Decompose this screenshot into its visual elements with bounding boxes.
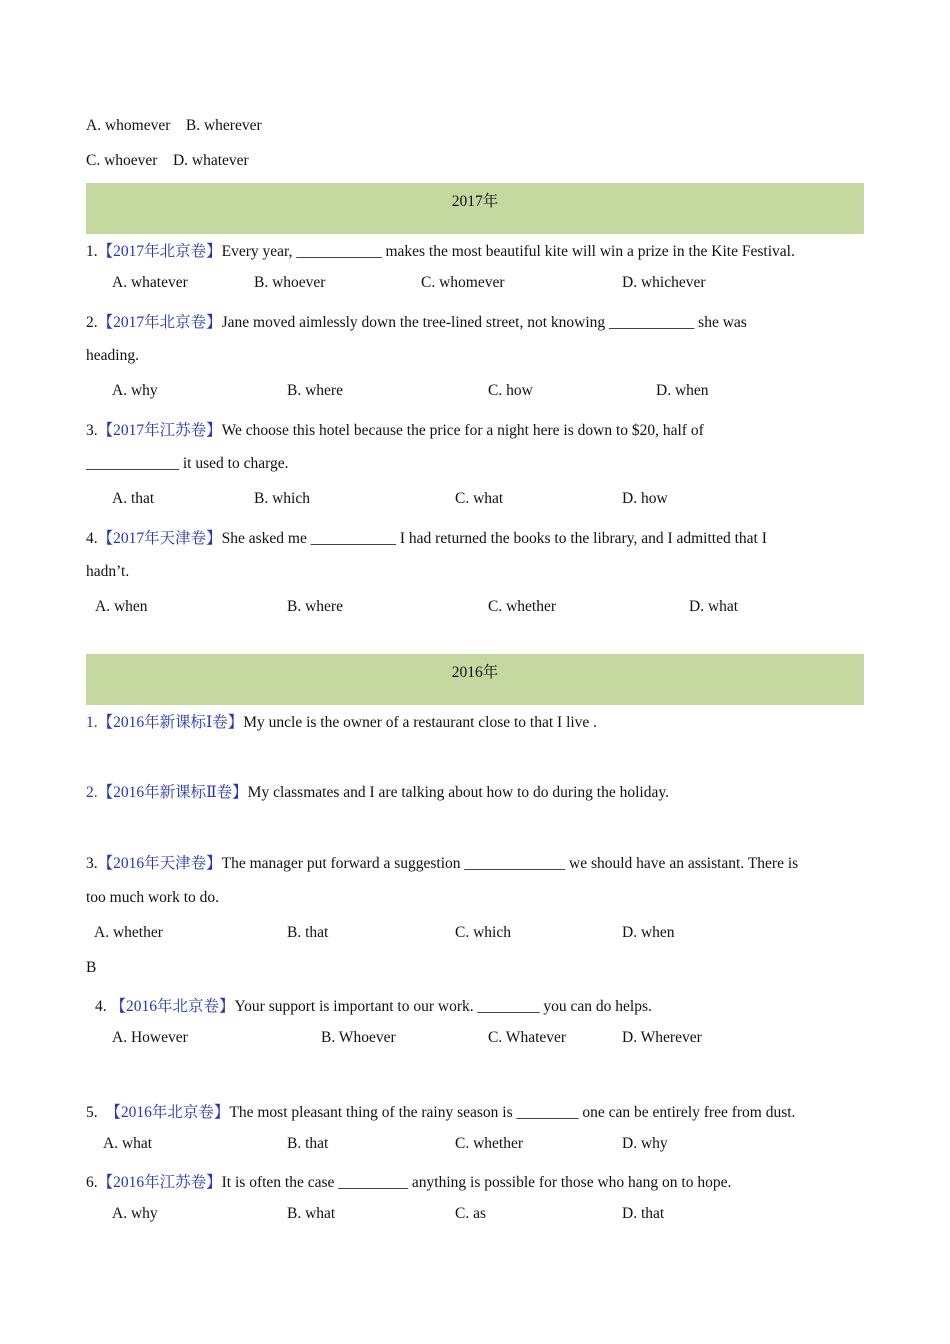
question-2017-2 xyxy=(86,310,747,332)
source-tag: 【2016年北京卷】 xyxy=(105,1104,230,1121)
option: A. that xyxy=(112,490,155,507)
source-tag: 【2017年北京卷】 xyxy=(97,243,222,260)
option: C. as xyxy=(455,1205,486,1222)
option: C. how xyxy=(488,382,533,399)
option: B. whoever xyxy=(254,274,326,291)
question-text: We choose this hotel because the price for a night here is down to $20, half of xyxy=(221,422,704,439)
question-text: Your support is important to our work. ________ you can do helps. xyxy=(234,998,652,1015)
option: A. However xyxy=(112,1029,188,1046)
option: B. which xyxy=(254,490,310,507)
option: D. when xyxy=(656,382,709,399)
question-number: 4. xyxy=(86,530,98,547)
option: D. that xyxy=(622,1205,665,1222)
question-number: 2. xyxy=(86,784,98,801)
option: C. whomever xyxy=(421,274,505,291)
question-number: 5. xyxy=(86,1104,98,1121)
question-number: 4. xyxy=(95,998,107,1015)
source-tag: 【2017年北京卷】 xyxy=(97,314,222,331)
question-2016-5 xyxy=(86,1100,795,1122)
option: D. why xyxy=(622,1135,668,1152)
option: A. whether xyxy=(94,924,163,941)
option: B. where xyxy=(287,382,343,399)
intro-options-row-2: C. whoever D. whatever xyxy=(86,152,249,169)
option: B. where xyxy=(287,598,343,615)
option: C. Whatever xyxy=(488,1029,567,1046)
question-2016-2 xyxy=(86,780,669,802)
question-2016-4 xyxy=(95,994,652,1016)
section-title: 2016年 xyxy=(451,664,499,681)
question-text: My classmates and I are talking about how to do during the holiday. xyxy=(247,784,669,801)
question-continuation: ____________ it used to charge. xyxy=(86,455,289,472)
option: A. what xyxy=(103,1135,153,1152)
option: B. that xyxy=(287,1135,329,1152)
source-tag: 【2016年天津卷】 xyxy=(97,855,222,872)
question-continuation: heading. xyxy=(86,347,139,364)
question-text: The most pleasant thing of the rainy season is ________ one can be entirely free from dust. xyxy=(229,1104,796,1121)
option: B. what xyxy=(287,1205,336,1222)
option: B. Whoever xyxy=(321,1029,396,1046)
section-title: 2017年 xyxy=(451,193,499,210)
source-tag: 【2017年江苏卷】 xyxy=(97,422,222,439)
question-continuation: hadn’t. xyxy=(86,563,130,580)
question-2017-3 xyxy=(86,418,704,440)
option: D. whichever xyxy=(622,274,706,291)
option: C. whether xyxy=(455,1135,524,1152)
option: D. how xyxy=(622,490,668,507)
question-text: Every year, ___________ makes the most beautiful kite will win a prize in the Kite Festival. xyxy=(221,243,795,260)
question-number: 3. xyxy=(86,422,98,439)
question-continuation: too much work to do. xyxy=(86,889,220,906)
option: C. what xyxy=(455,490,504,507)
option: C. whether xyxy=(488,598,557,615)
option: C. which xyxy=(455,924,511,941)
source-tag: 【2016年新课标Ⅱ卷】 xyxy=(97,784,248,801)
source-tag: 【2016年新课标Ⅰ卷】 xyxy=(97,714,244,731)
question-2016-3 xyxy=(86,851,798,873)
question-2016-6 xyxy=(86,1170,731,1192)
option: A. whatever xyxy=(112,274,188,291)
option: D. when xyxy=(622,924,675,941)
question-text: My uncle is the owner of a restaurant close to that I live . xyxy=(243,714,598,731)
source-tag: 【2016年江苏卷】 xyxy=(97,1174,222,1191)
source-tag: 【2016年北京卷】 xyxy=(110,998,235,1015)
answer-key: B xyxy=(86,959,97,976)
option: D. Wherever xyxy=(622,1029,702,1046)
question-text: She asked me ___________ I had returned the books to the library, and I admitted that I xyxy=(221,530,767,547)
question-number: 2. xyxy=(86,314,98,331)
question-number: 1. xyxy=(86,714,98,731)
question-number: 3. xyxy=(86,855,98,872)
question-number: 1. xyxy=(86,243,98,260)
option: A. why xyxy=(112,382,158,399)
question-number: 6. xyxy=(86,1174,98,1191)
section-header-2016 xyxy=(86,654,864,705)
option: B. that xyxy=(287,924,329,941)
question-text: The manager put forward a suggestion _____________ we should have an assistant. There is xyxy=(221,855,799,872)
option: A. why xyxy=(112,1205,158,1222)
question-2017-1 xyxy=(86,239,795,261)
question-text: Jane moved aimlessly down the tree-lined street, not knowing ___________ she was xyxy=(221,314,747,331)
option: D. what xyxy=(689,598,739,615)
source-tag: 【2017年天津卷】 xyxy=(97,530,222,547)
section-header-2017 xyxy=(86,183,864,234)
intro-options-row-1: A. whomever B. wherever xyxy=(86,117,262,134)
question-2016-1 xyxy=(86,710,597,732)
question-2017-4 xyxy=(86,526,767,548)
question-text: It is often the case _________ anything is possible for those who hang on to hope. xyxy=(221,1174,732,1191)
option: A. when xyxy=(95,598,148,615)
